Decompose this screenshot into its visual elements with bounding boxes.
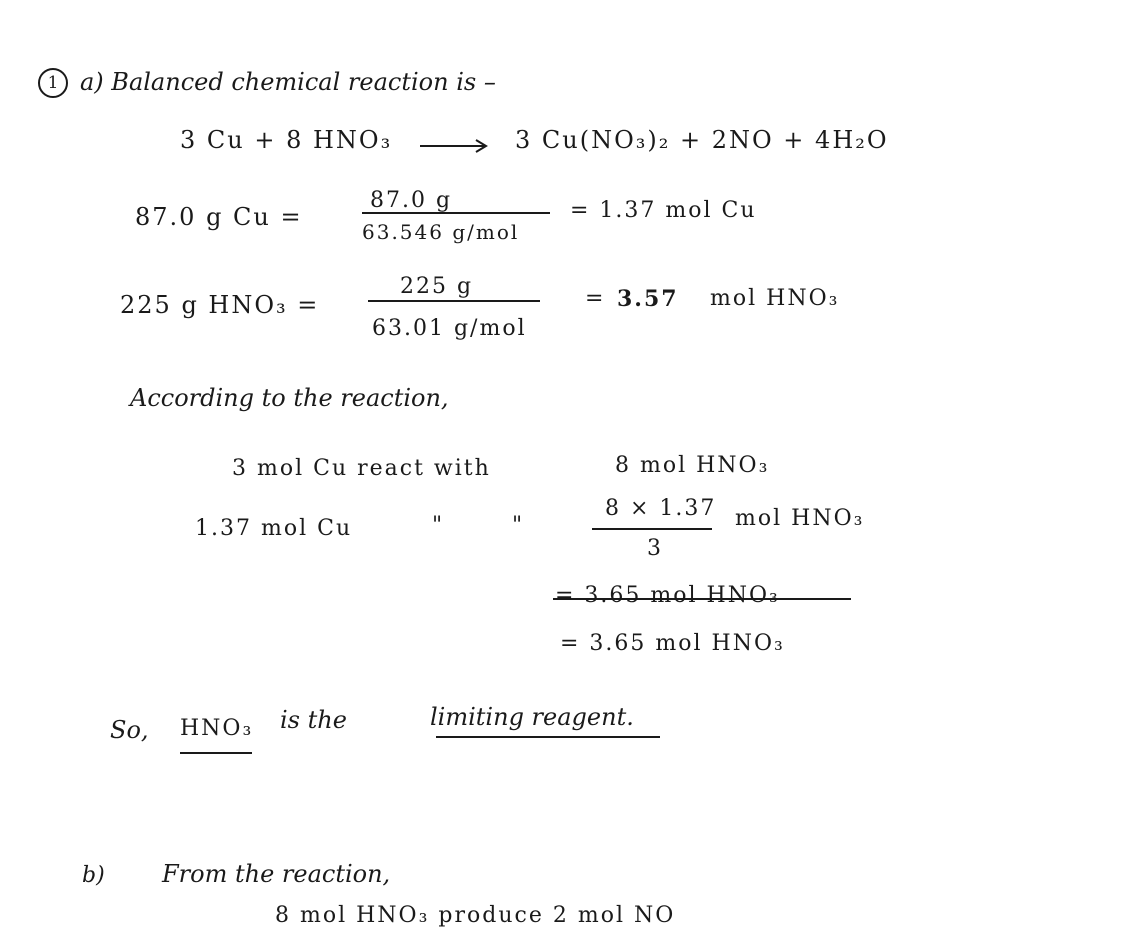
- stoich-fraction-unit: mol HNO₃: [735, 506, 865, 531]
- hno3-fraction-bar: [368, 300, 540, 302]
- stoich-row2-left: 1.37 mol Cu: [195, 516, 353, 541]
- reaction-arrow-icon: [420, 140, 490, 152]
- hno3-fraction-denominator: 63.01 g/mol: [372, 316, 527, 341]
- hno3-result-equals: =: [585, 286, 606, 311]
- struck-result: = 3.65 mol HNO₃: [555, 583, 780, 608]
- stoich-fraction-bar: [592, 528, 712, 530]
- according-to-reaction-text: According to the reaction,: [130, 384, 449, 412]
- cu-fraction-bar: [362, 212, 550, 214]
- equation-reactants: 3 Cu + 8 HNO₃: [180, 126, 393, 154]
- stoich-row1-left: 3 mol Cu react with: [232, 456, 491, 481]
- hno3-fraction-numerator: 225 g: [400, 274, 474, 299]
- formula-underline: [180, 752, 252, 754]
- strikethrough-line: [553, 598, 851, 600]
- final-hno3-required: = 3.65 mol HNO₃: [560, 631, 785, 656]
- ditto-mark-2: ": [512, 513, 523, 538]
- limiting-reagent-phrase: limiting reagent.: [430, 703, 634, 731]
- limiting-reagent-formula: HNO₃: [180, 716, 254, 741]
- conclusion-so: So,: [110, 716, 149, 744]
- ditto-mark-1: ": [432, 513, 443, 538]
- cu-fraction-denominator: 63.546 g/mol: [362, 220, 520, 244]
- stoich-fraction-denominator: 3: [647, 536, 663, 561]
- cu-mass-lhs: 87.0 g Cu =: [135, 203, 303, 231]
- part-b-line2: 8 mol HNO₃ produce 2 mol NO: [275, 903, 676, 928]
- equation-products: 3 Cu(NO₃)₂ + 2NO + 4H₂O: [515, 126, 889, 154]
- part-b-label: b): [82, 863, 105, 888]
- hno3-result-unit: mol HNO₃: [710, 286, 840, 311]
- question-number-circle: 1: [38, 68, 68, 98]
- cu-moles-result: = 1.37 mol Cu: [570, 198, 757, 223]
- hno3-mass-lhs: 225 g HNO₃ =: [120, 291, 320, 319]
- part-a-heading: a) Balanced chemical reaction is –: [80, 68, 496, 96]
- stoich-fraction-numerator: 8 × 1.37: [605, 496, 717, 521]
- cu-fraction-numerator: 87.0 g: [370, 188, 453, 213]
- phrase-underline: [436, 736, 660, 738]
- hno3-result-value: 3.57: [617, 286, 679, 312]
- stoich-row1-right: 8 mol HNO₃: [615, 453, 770, 478]
- part-b-line1: From the reaction,: [162, 860, 391, 888]
- conclusion-middle: is the: [280, 706, 347, 734]
